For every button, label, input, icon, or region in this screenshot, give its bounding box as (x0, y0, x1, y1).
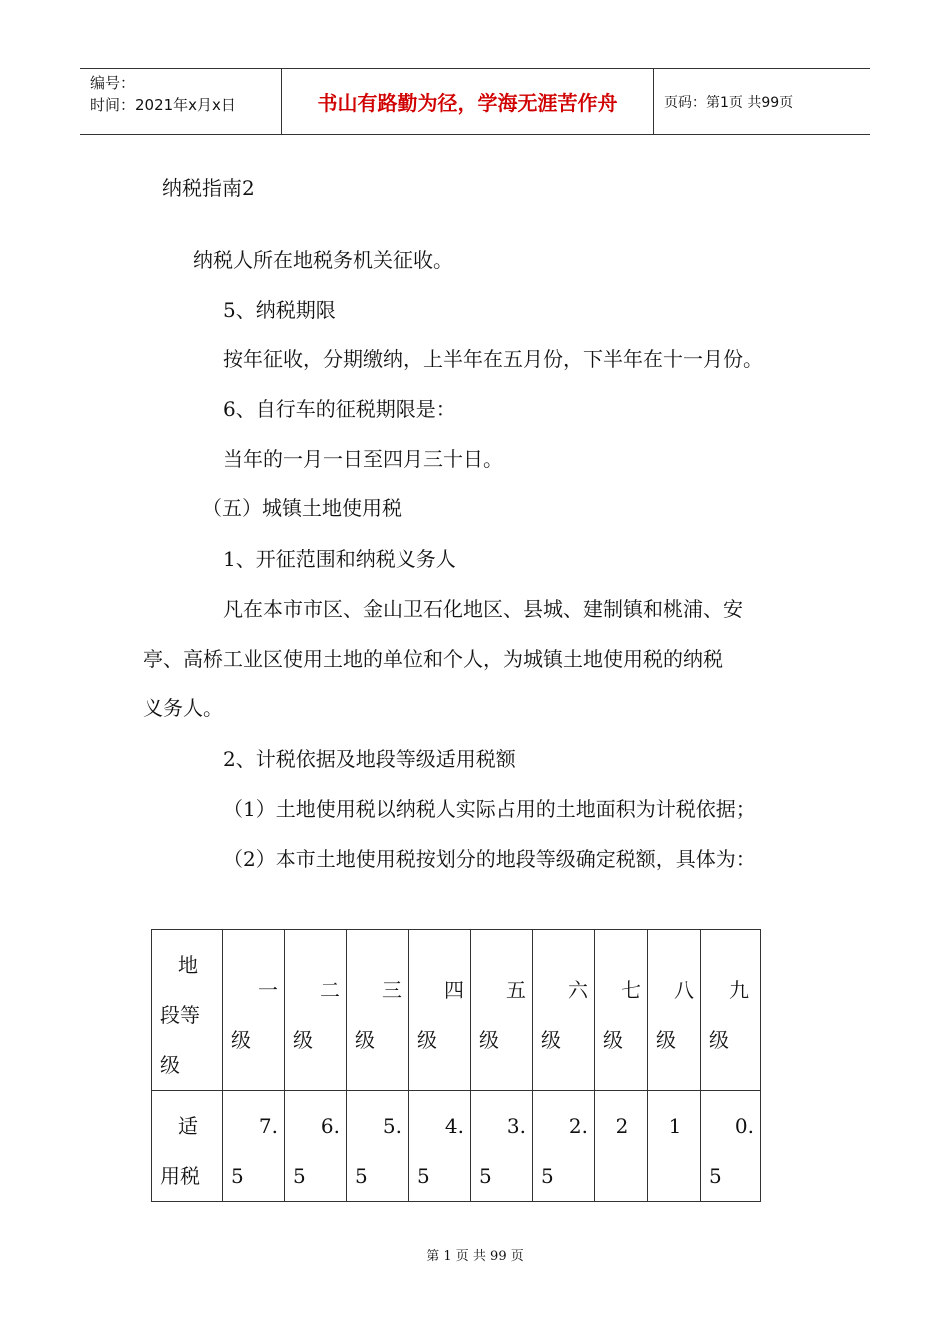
rate-text: 2. (568, 1114, 588, 1138)
rate-text: 0. (734, 1114, 754, 1138)
rate-text: 3. (506, 1114, 526, 1138)
rate-text: 5 (417, 1164, 430, 1188)
rate-cell (347, 1091, 409, 1202)
grade-cell (223, 930, 285, 1091)
paragraph: 按年征收，分期缴纳，上半年在五月份，下半年在十一月份。 (223, 347, 763, 371)
header-text: 适 (178, 1114, 198, 1138)
grade-text: 二 (320, 978, 340, 1002)
grade-text: 级 (541, 1028, 561, 1052)
grade-text: 一 (258, 978, 278, 1002)
table-header-cell (152, 930, 223, 1091)
grade-cell (595, 930, 648, 1091)
rate-text: 5 (709, 1164, 722, 1188)
paragraph: （2）本市土地使用税按划分的地段等级确定税额，具体为： (223, 847, 756, 871)
paragraph: 凡在本市市区、金山卫石化地区、县城、建制镇和桃浦、安 (223, 597, 743, 621)
grade-text: 级 (417, 1028, 437, 1052)
land-tax-table (151, 929, 761, 1202)
paragraph: 义务人。 (143, 696, 223, 720)
section-heading: 2、计税依据及地段等级适用税额 (223, 747, 516, 771)
grade-text: 级 (656, 1028, 676, 1052)
rate-text: 5 (231, 1164, 244, 1188)
grade-cell (409, 930, 471, 1091)
page-footer: 第 1 页 共 99 页 (426, 1249, 524, 1264)
header-text: 段等 (160, 1003, 200, 1027)
rate-text: 5 (541, 1164, 554, 1188)
rate-text: 5 (479, 1164, 492, 1188)
section-heading: 6、自行车的征税期限是： (223, 397, 456, 421)
rate-cell (285, 1091, 347, 1202)
rate-cell (648, 1091, 701, 1202)
rate-text: 5 (293, 1164, 306, 1188)
paragraph: 纳税人所在地税务机关征收。 (193, 248, 453, 272)
header-motto: 书山有路勤为径，学海无涯苦作舟 (282, 69, 654, 134)
rate-cell (595, 1091, 648, 1202)
rate-cell (471, 1091, 533, 1202)
rate-cell (701, 1091, 761, 1202)
grade-row (152, 930, 761, 1091)
rate-text: 2 (615, 1114, 629, 1138)
rate-text: 4. (444, 1114, 464, 1138)
header-meta (80, 69, 282, 134)
grade-cell (347, 930, 409, 1091)
document-title: 纳税指南2 (162, 176, 255, 200)
paragraph: 亭、高桥工业区使用土地的单位和个人，为城镇土地使用税的纳税 (143, 647, 723, 671)
document-time: 时间：2021年x月x日 (90, 96, 236, 114)
paragraph: 当年的一月一日至四月三十日。 (223, 447, 503, 471)
grade-text: 六 (568, 978, 588, 1002)
grade-cell (701, 930, 761, 1091)
header-text: 级 (160, 1053, 180, 1077)
rate-text: 1 (668, 1114, 682, 1138)
grade-cell (285, 930, 347, 1091)
grade-cell (648, 930, 701, 1091)
header-text: 用税 (160, 1164, 200, 1188)
grade-text: 七 (621, 978, 641, 1002)
rate-cell (409, 1091, 471, 1202)
header-page-info: 页码：第1页 共99页 (664, 94, 794, 111)
grade-text: 五 (506, 978, 526, 1002)
section-heading: 5、纳税期限 (223, 298, 336, 322)
grade-text: 级 (231, 1028, 251, 1052)
grade-text: 级 (293, 1028, 313, 1052)
grade-text: 三 (382, 978, 402, 1002)
grade-cell (471, 930, 533, 1091)
page-header (80, 68, 870, 135)
rate-cell (223, 1091, 285, 1202)
header-text: 地 (178, 953, 198, 977)
table-header-cell (152, 1091, 223, 1202)
paragraph: （1）土地使用税以纳税人实际占用的土地面积为计税依据； (223, 797, 756, 821)
grade-text: 八 (674, 978, 694, 1002)
grade-text: 级 (355, 1028, 375, 1052)
rate-text: 5. (382, 1114, 402, 1138)
rate-text: 6. (320, 1114, 340, 1138)
section-heading: 1、开征范围和纳税义务人 (223, 547, 456, 571)
grade-text: 四 (444, 978, 464, 1002)
section-heading: （五）城镇土地使用税 (202, 496, 402, 520)
grade-text: 九 (729, 978, 749, 1002)
rate-row (152, 1091, 761, 1202)
rate-text: 7. (258, 1114, 278, 1138)
document-number: 编号： (90, 74, 136, 92)
grade-text: 级 (709, 1028, 729, 1052)
grade-text: 级 (603, 1028, 623, 1052)
rate-cell (533, 1091, 595, 1202)
grade-text: 级 (479, 1028, 499, 1052)
grade-cell (533, 930, 595, 1091)
rate-text: 5 (355, 1164, 368, 1188)
